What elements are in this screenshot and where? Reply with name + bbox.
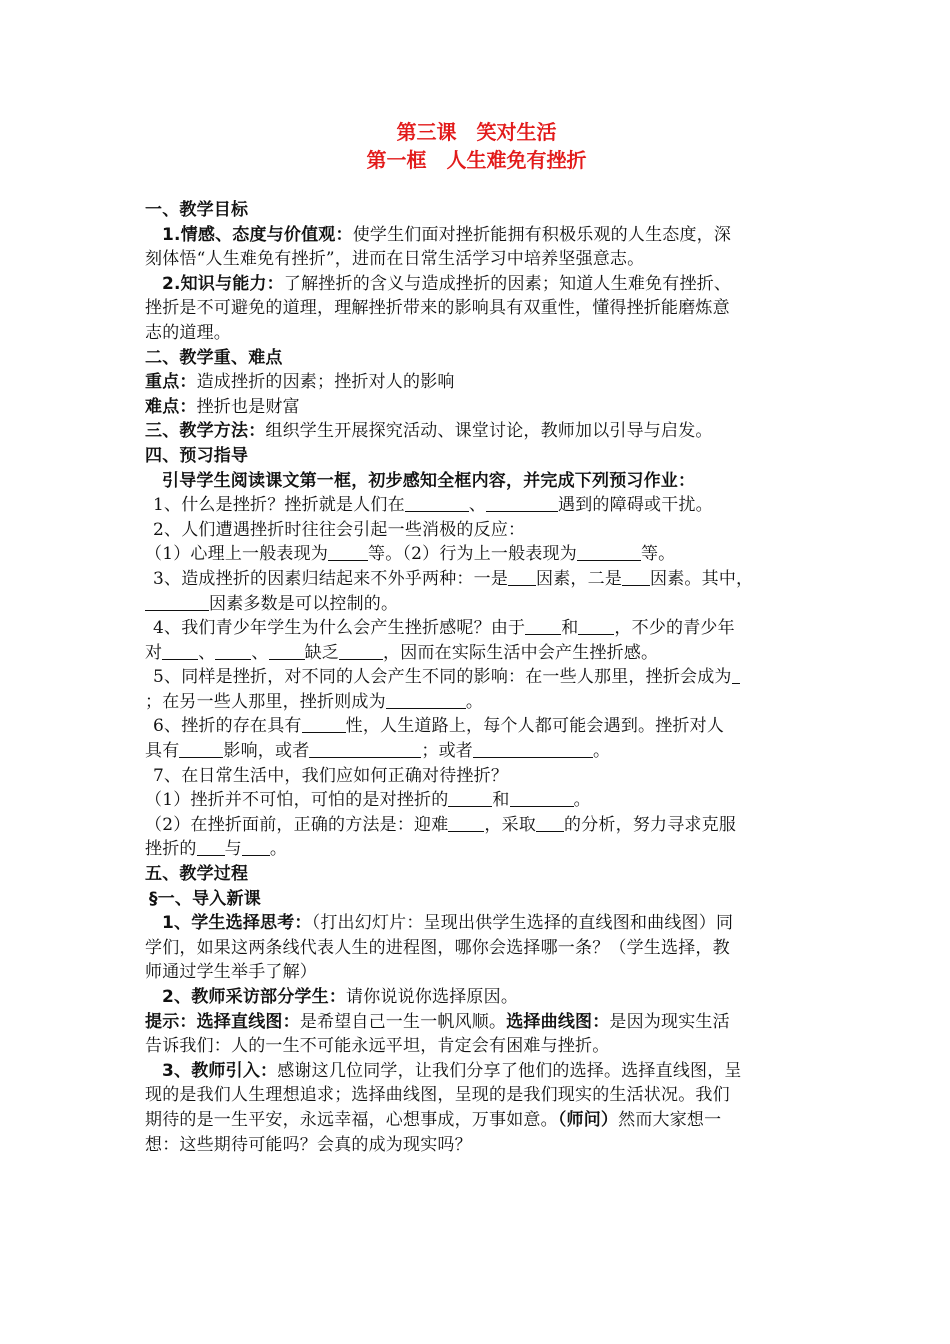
process-1-line1: 1、学生选择思考：（打出幻灯片：呈现出供学生选择的直线图和曲线图）同 [162, 913, 734, 934]
question-6: 6、挫折的存在具有 性，人生道路上，每个人都可能会遇到。挫折对人 [153, 716, 725, 737]
goal2-line3: 志的道理。 [145, 322, 231, 343]
subheading-intro: §一、导入新课 [149, 888, 261, 909]
question-5-cont: ；在另一些人那里，挫折则成为 。 [145, 691, 484, 712]
question-3: 3、造成挫折的因素归结起来不外乎两种：一是 因素，二是 因素。其中， [153, 568, 754, 589]
process-3-line1: 3、教师引入：感谢这几位同学，让我们分享了他们的选择。选择直线图，呈 [162, 1060, 742, 1081]
tip-line1: 提示：选择直线图：是希望自己一生一帆风顺。选择曲线图：是因为现实生活 [145, 1011, 730, 1032]
heading-preview: 四、预习指导 [145, 445, 249, 466]
question-7-part2: （2）在挫折面前，正确的方法是：迎难 ，采取 的分析，努力寻求克服 [145, 814, 737, 835]
document-page [145, 118, 808, 1157]
heading-process: 五、教学过程 [145, 864, 249, 885]
question-4: 4、我们青少年学生为什么会产生挫折感呢？由于 和 ，不少的青少年 [153, 618, 735, 639]
question-1: 1、什么是挫折？挫折就是人们在 、 遇到的障碍或干扰。 [153, 495, 713, 516]
question-2: 2、人们遭遇挫折时往往会引起一些消极的反应： [153, 519, 526, 540]
process-1-line3: 师通过学生举手了解） [145, 962, 317, 983]
lesson-title: 第三课 笑对生活 [396, 120, 557, 144]
question-4-cont: 对 、 、 缺乏 ，因而在实际生活中会产生挫折感。 [145, 642, 659, 663]
tip-line2: 告诉我们：人的一生不可能永远平坦，肯定会有困难与挫折。 [145, 1036, 610, 1057]
heading-goals: 一、教学目标 [145, 200, 249, 220]
heading-key-points: 二、教学重、难点 [145, 347, 283, 368]
key-point: 重点：造成挫折的因素；挫折对人的影响 [145, 372, 455, 393]
process-3-line2: 现的是我们人生理想追求；选择曲线图，呈现的是我们现实的生活状况。我们 [145, 1085, 730, 1106]
goal1-line2: 刻体悟“人生难免有挫折”，进而在日常生活学习中培养坚强意志。 [145, 249, 645, 270]
question-7: 7、在日常生活中，我们应如何正确对待挫折？ [153, 765, 509, 786]
goal2-line1: 2.知识与能力：了解挫折的含义与造成挫折的因素；知道人生难免有挫折、 [162, 273, 732, 294]
goal1-line1: 1.情感、态度与价值观：使学生们面对挫折能拥有积极乐观的人生态度，深 [162, 224, 732, 245]
question-7-part2-cont: 挫折的 与 。 [145, 839, 288, 860]
process-3-line4: 想：这些期待可能吗？会真的成为现实吗？ [145, 1134, 472, 1155]
question-5: 5、同样是挫折，对不同的人会产生不同的影响：在一些人那里，挫折会成为 [145, 665, 808, 690]
goal2-line2: 挫折是不可避免的道理，理解挫折带来的影响具有双重性，懂得挫折能磨炼意 [145, 298, 730, 319]
process-1-line2: 学们，如果这两条线代表人生的进程图，哪你会选择哪一条？（学生选择，教 [145, 937, 730, 958]
question-7-part1: （1）挫折并不可怕，可怕的是对挫折的 和 。 [145, 790, 591, 811]
question-3-cont: 因素多数是可以控制的。 [145, 592, 808, 617]
section-title: 第一框 人生难免有挫折 [366, 148, 587, 172]
hard-point: 难点：挫折也是财富 [145, 396, 300, 417]
teaching-method: 三、教学方法：组织学生开展探究活动、课堂讨论，教师加以引导与启发。 [145, 421, 713, 442]
process-3-line3: 期待的是一生平安，永远幸福，心想事成，万事如意。（师问）然而大家想一 [145, 1109, 722, 1130]
question-6-cont: 具有 影响，或者 ；或者 。 [145, 741, 611, 762]
preview-intro: 引导学生阅读课文第一框，初步感知全框内容，并完成下列预习作业： [162, 470, 696, 491]
question-2-parts: （1）心理上一般表现为 等。（2）行为上一般表现为 等。 [145, 544, 676, 565]
process-2: 2、教师采访部分学生：请你说说你选择原因。 [162, 987, 519, 1007]
